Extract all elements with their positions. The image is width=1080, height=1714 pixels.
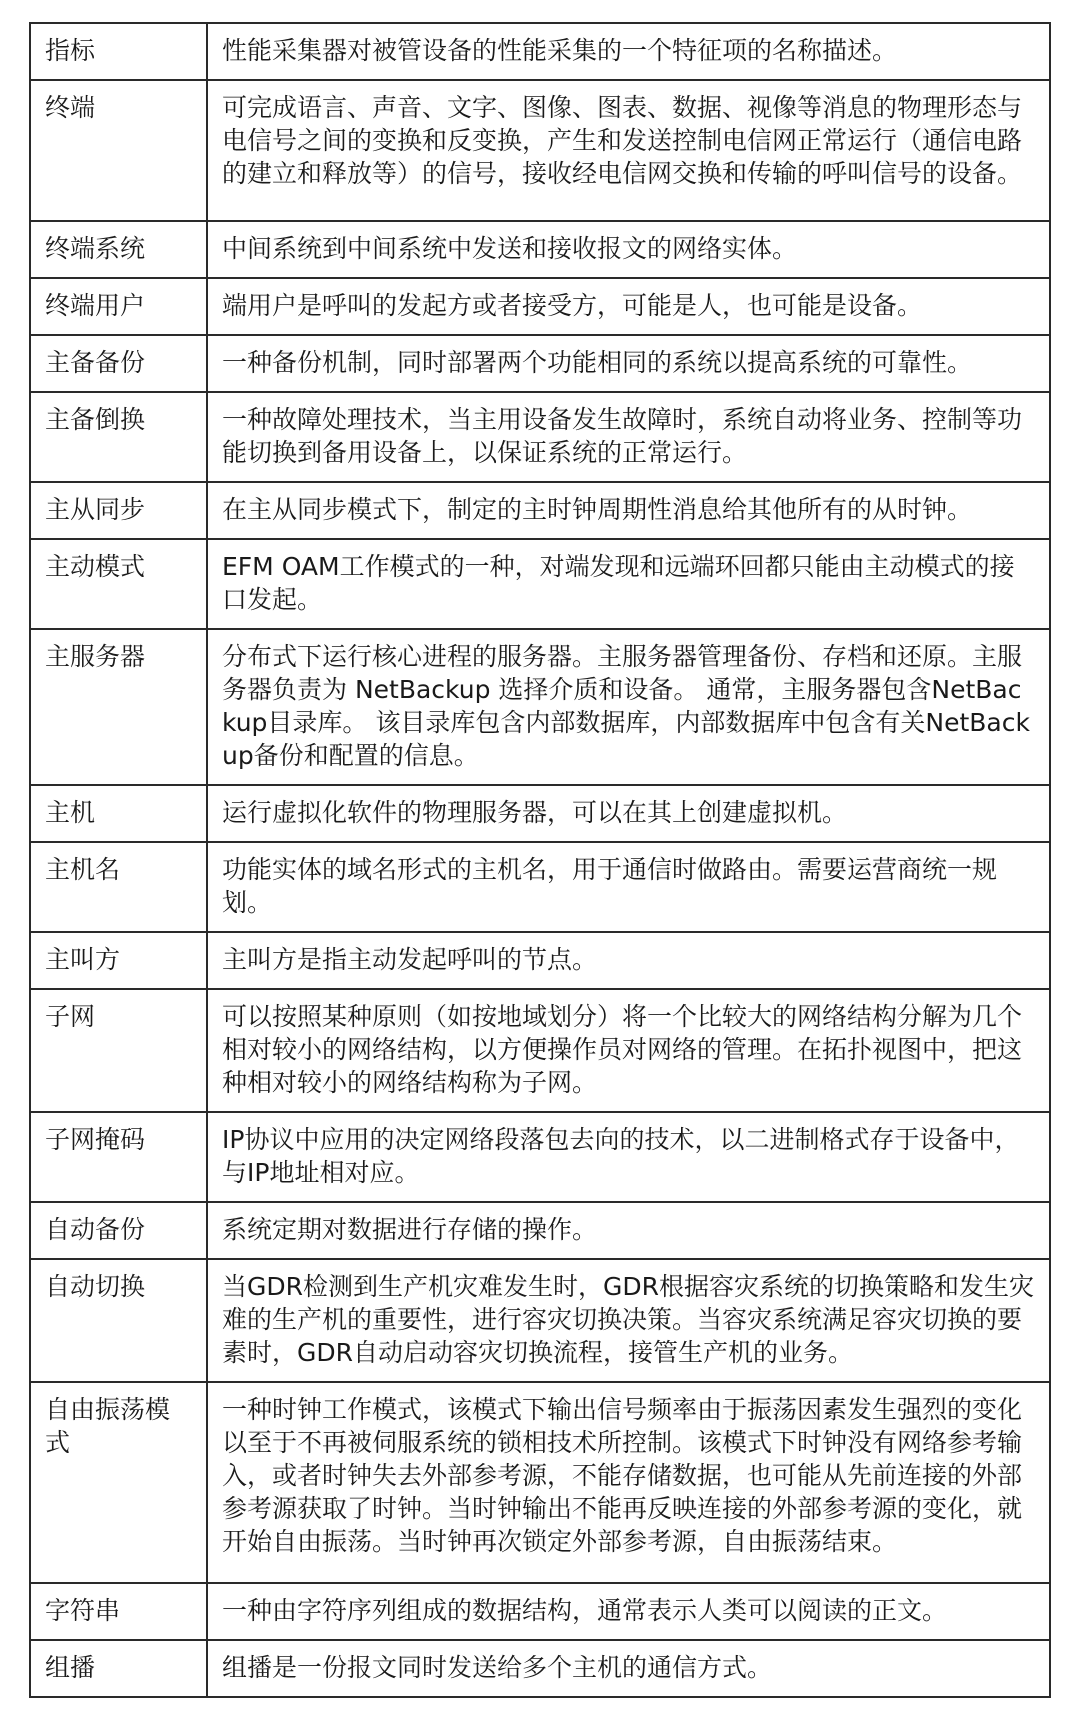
table-row [30,80,1050,221]
table-row [30,932,1050,989]
table-row [30,482,1050,539]
term-cell: 自动备份 [30,1202,207,1259]
term-cell: 字符串 [30,1583,207,1640]
definition-cell: 一种时钟工作模式，该模式下输出信号频率由于振荡因素发生强烈的变化以至于不再被伺服系统的锁相技术所控制。该模式下时钟没有网络参考输入，或者时钟失去外部参考源，不能存储数据，也可能从先前连接的外部参考源获取了时钟。当时钟输出不能再反映连接的外部参考源的变化，就开始自由振荡。当时钟再次锁定外部参考源，自由振荡结束。 [207,1382,1050,1583]
definition-cell: 中间系统到中间系统中发送和接收报文的网络实体。 [207,221,1050,278]
definition-cell: 一种故障处理技术，当主用设备发生故障时，系统自动将业务、控制等功能切换到备用设备上，以保证系统的正常运行。 [207,392,1050,482]
table-row [30,629,1050,785]
table-row [30,1259,1050,1382]
term-cell: 主机 [30,785,207,842]
table-row [30,23,1050,80]
definition-cell: 当GDR检测到生产机灾难发生时，GDR根据容灾系统的切换策略和发生灾难的生产机的重要性，进行容灾切换决策。当容灾系统满足容灾切换的要素时，GDR自动启动容灾切换流程，接管生产机的业务。 [207,1259,1050,1382]
table-row [30,539,1050,629]
term-cell: 组播 [30,1640,207,1697]
definition-cell: 一种由字符序列组成的数据结构，通常表示人类可以阅读的正文。 [207,1583,1050,1640]
definition-cell: 主叫方是指主动发起呼叫的节点。 [207,932,1050,989]
table-row [30,989,1050,1112]
definition-cell: 可以按照某种原则（如按地域划分）将一个比较大的网络结构分解为几个相对较小的网络结构，以方便操作员对网络的管理。在拓扑视图中，把这种相对较小的网络结构称为子网。 [207,989,1050,1112]
term-cell: 指标 [30,23,207,80]
table-row [30,785,1050,842]
table-row [30,1640,1050,1697]
definition-cell: 组播是一份报文同时发送给多个主机的通信方式。 [207,1640,1050,1697]
definition-cell: 运行虚拟化软件的物理服务器，可以在其上创建虚拟机。 [207,785,1050,842]
definition-cell: 分布式下运行核心进程的服务器。主服务器管理备份、存档和还原。主服务器负责为 NetBackup 选择介质和设备。 通常，主服务器包含NetBackup目录库。 该目录库包含内部数据库，内部数据库中包含有关NetBackup备份和配置的信息。 [207,629,1050,785]
definition-cell: IP协议中应用的决定网络段落包去向的技术，以二进制格式存于设备中，与IP地址相对应。 [207,1112,1050,1202]
term-cell: 主叫方 [30,932,207,989]
table-row [30,1583,1050,1640]
term-cell: 主动模式 [30,539,207,629]
term-cell: 主从同步 [30,482,207,539]
table-row [30,335,1050,392]
definition-cell: 功能实体的域名形式的主机名，用于通信时做路由。需要运营商统一规划。 [207,842,1050,932]
term-cell: 终端 [30,80,207,221]
table-row [30,221,1050,278]
term-cell: 自由振荡模式 [30,1382,207,1583]
glossary-table [29,22,1051,1698]
term-cell: 终端系统 [30,221,207,278]
term-cell: 主服务器 [30,629,207,785]
definition-cell: 性能采集器对被管设备的性能采集的一个特征项的名称描述。 [207,23,1050,80]
table-row [30,1202,1050,1259]
term-cell: 子网 [30,989,207,1112]
table-row [30,1112,1050,1202]
definition-cell: EFM OAM工作模式的一种，对端发现和远端环回都只能由主动模式的接口发起。 [207,539,1050,629]
term-cell: 终端用户 [30,278,207,335]
definition-cell: 在主从同步模式下，制定的主时钟周期性消息给其他所有的从时钟。 [207,482,1050,539]
definition-cell: 可完成语言、声音、文字、图像、图表、数据、视像等消息的物理形态与电信号之间的变换和反变换，产生和发送控制电信网正常运行（通信电路的建立和释放等）的信号，接收经电信网交换和传输的呼叫信号的设备。 [207,80,1050,221]
table-row [30,278,1050,335]
term-cell: 自动切换 [30,1259,207,1382]
table-row [30,842,1050,932]
table-row [30,1382,1050,1583]
definition-cell: 系统定期对数据进行存储的操作。 [207,1202,1050,1259]
term-cell: 主备倒换 [30,392,207,482]
definition-cell: 端用户是呼叫的发起方或者接受方，可能是人，也可能是设备。 [207,278,1050,335]
term-cell: 主备备份 [30,335,207,392]
definition-cell: 一种备份机制，同时部署两个功能相同的系统以提高系统的可靠性。 [207,335,1050,392]
term-cell: 子网掩码 [30,1112,207,1202]
table-row [30,392,1050,482]
term-cell: 主机名 [30,842,207,932]
